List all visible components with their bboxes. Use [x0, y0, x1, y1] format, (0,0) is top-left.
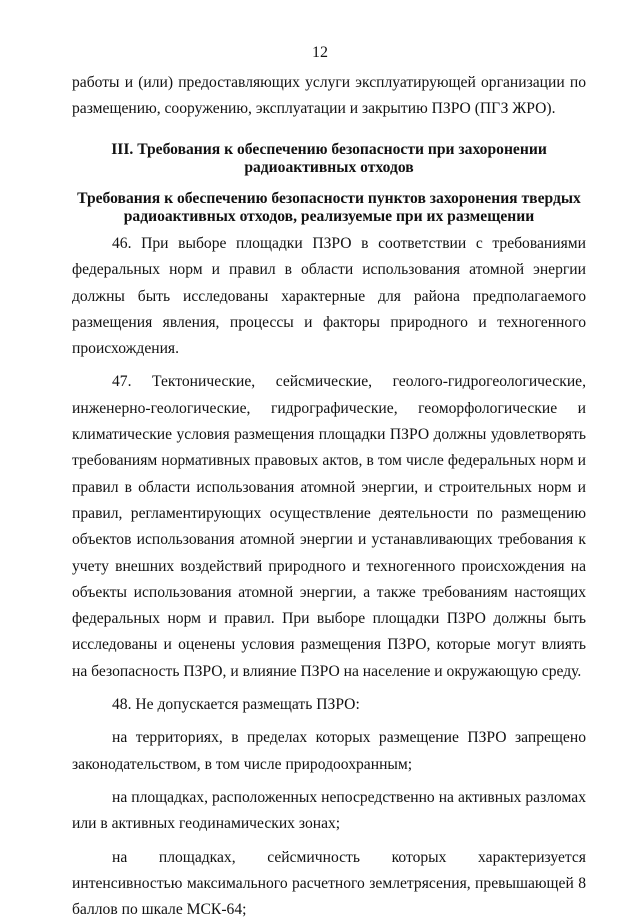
subsection-heading: Требования к обеспечению безопасности пунктов захоронения твердых радиоактивных отходов, реализуемые при их размещении [77, 190, 581, 225]
intro-text: работы и (или) предоставляющих услуги эксплуатирующей организации по размещению, сооружению, эксплуатации и закрытию ПЗРО (ПГЗ ЖРО). [72, 74, 586, 118]
list-item: на площадках, расположенных непосредственно на активных разломах или в активных геодинамических зонах; [72, 788, 586, 833]
paragraph-47: 47. Тектонические, сейсмические, геолого-гидрогеологические, инженерно-геологические, гидрографические, геоморфологические и климатические условия размещения площадки ПЗРО должны удовлетворять требованиям нормативных правовых актов, в том числе федеральных норм и правил в области использования атомной энергии, и строительных норм и правил, регламентирующих осуществление деятельности по размещению объектов использования атомной энергии и устанавливающих требования к учету внешних воздействий природного и техногенного происхождения на объекты использования атомной энергии, а также требованиям настоящих федеральных норм и правил. При выборе площадки ПЗРО должны быть исследованы и оценены условия размещения ПЗРО, которые могут влиять на безопасность ПЗРО, и влияние ПЗРО на население и окружающую среду. [72, 373, 586, 680]
document-body [72, 231, 586, 923]
list-item: на площадках, сейсмичность которых характеризуется интенсивностью максимального расчетного землетрясения, превышающей 8 баллов по шкале МСК-64; [72, 848, 586, 919]
paragraph-48: 48. Не допускается размещать ПЗРО: [112, 696, 360, 714]
section-heading: III. Требования к обеспечению безопасности при захоронении радиоактивных отходов [111, 141, 547, 176]
list-item: на территориях, в пределах которых размещение ПЗРО запрещено законодательством, в том числе природоохранным; [72, 729, 586, 773]
page-number: 12 [312, 44, 328, 61]
paragraph-46: 46. При выборе площадки ПЗРО в соответствии с требованиями федеральных норм и правил в области использования атомной энергии должны быть исследованы характерные для района предполагаемого размещения явления, процессы и факторы природного и техногенного происхождения. [72, 235, 586, 358]
intro-paragraph [72, 70, 586, 123]
